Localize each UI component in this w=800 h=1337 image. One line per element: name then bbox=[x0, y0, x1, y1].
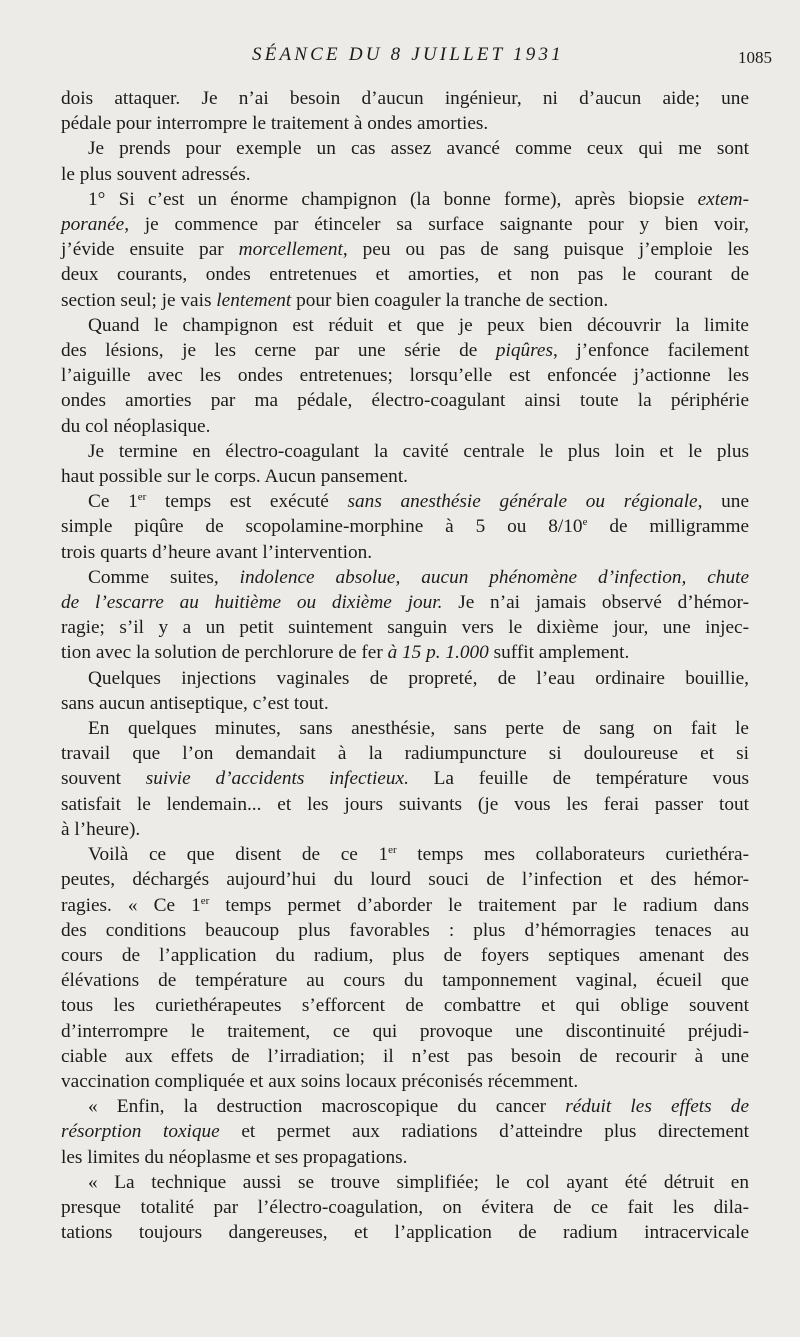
text-line: ragie; s’il y a un petit suintement sanguin vers le dixième jour, une injec- bbox=[61, 617, 749, 639]
text-line: trois quarts d’heure avant l’intervention. bbox=[61, 541, 373, 563]
text-line: Voilà ce que disent de ce 1er temps mes collaborateurs curiethéra- bbox=[88, 844, 749, 866]
text-line: tion avec la solution de perchlorure de fer à 15 p. 1.000 suffit amplement. bbox=[61, 642, 630, 664]
text-line: d’interrompre le traitement, ce qui provoque une discontinuité préjudi- bbox=[61, 1020, 749, 1042]
text-line: vaccination compliquée et aux soins locaux préconisés récemment. bbox=[61, 1070, 579, 1092]
text-line: travail que l’on demandait à la radiumpuncture si douloureuse et si bbox=[61, 743, 749, 765]
text-line: tations toujours dangereuses, et l’application de radium intracervicale bbox=[61, 1222, 749, 1244]
text-line: résorption toxique et permet aux radiations d’atteindre plus directement bbox=[61, 1121, 749, 1143]
text-line: « Enfin, la destruction macroscopique du cancer réduit les effets de bbox=[88, 1096, 750, 1118]
text-line: haut possible sur le corps. Aucun pansement. bbox=[61, 466, 408, 488]
text-line: ciable aux effets de l’irradiation; il n’est pas besoin de recourir à une bbox=[61, 1045, 749, 1067]
text-line: élévations de température au cours du tamponnement vaginal, écueil que bbox=[61, 970, 749, 992]
text-line: peutes, déchargés aujourd’hui du lourd souci de l’infection et des hémor- bbox=[61, 869, 749, 891]
text-line: j’évide ensuite par morcellement, peu ou pas de sang puisque j’emploie les bbox=[61, 239, 749, 261]
text-line: satisfait le lendemain... et les jours suivants (je vous les ferai passer tout bbox=[61, 793, 749, 815]
text-line: ondes amorties par ma pédale, électro-coagulant ainsi toute la périphérie bbox=[61, 390, 749, 412]
text-line: En quelques minutes, sans anesthésie, sans perte de sang on fait le bbox=[88, 718, 749, 740]
text-line: ragies. « Ce 1er temps permet d’aborder le traitement par le radium dans bbox=[61, 894, 749, 916]
text-line: souvent suivie d’accidents infectieux. La feuille de température vous bbox=[61, 768, 749, 790]
text-line: Comme suites, indolence absolue, aucun phénomène d’infection, chute bbox=[88, 566, 749, 588]
text-line: Quand le champignon est réduit et que je peux bien découvrir la limite bbox=[88, 314, 749, 336]
text-line: poranée, je commence par étinceler sa surface saignante pour y bien voir, bbox=[61, 214, 749, 236]
text-line: dois attaquer. Je n’ai besoin d’aucun ingénieur, ni d’aucun aide; une bbox=[61, 88, 749, 109]
body-text bbox=[61, 86, 749, 1245]
text-line: 1° Si c’est un énorme champignon (la bonne forme), après biopsie extem- bbox=[88, 188, 749, 210]
text-line: les limites du néoplasme et ses propagations. bbox=[61, 1146, 408, 1168]
text-line: « La technique aussi se trouve simplifiée; le col ayant été détruit en bbox=[88, 1171, 749, 1193]
text-line: Quelques injections vaginales de propreté, de l’eau ordinaire bouillie, bbox=[88, 667, 749, 689]
text-line: pédale pour interrompre le traitement à ondes amorties. bbox=[61, 113, 489, 135]
text-line: de l’escarre au huitième ou dixième jour. Je n’ai jamais observé d’hémor- bbox=[61, 592, 749, 614]
text-line: des conditions beaucoup plus favorables : plus d’hémorragies tenaces au bbox=[61, 919, 749, 941]
text-line: section seul; je vais lentement pour bien coaguler la tranche de section. bbox=[61, 289, 609, 311]
page-number: 1085 bbox=[738, 48, 772, 67]
text-line: des lésions, je les cerne par une série de piqûres, j’enfonce facilement bbox=[61, 340, 749, 362]
text-line: Je prends pour exemple un cas assez avancé comme ceux qui me sont bbox=[88, 138, 749, 160]
text-line: Je termine en électro-coagulant la cavité centrale le plus loin et le plus bbox=[88, 440, 749, 462]
text-line: l’aiguille avec les ondes entretenues; lorsqu’elle est enfoncée j’actionne les bbox=[61, 365, 749, 387]
page-header bbox=[0, 38, 800, 68]
text-line: presque totalité par l’électro-coagulation, on évitera de ce fait les dila- bbox=[61, 1196, 749, 1218]
text-line: simple piqûre de scopolamine-morphine à 5 ou 8/10e de milligramme bbox=[61, 516, 750, 538]
text-line: du col néoplasique. bbox=[61, 415, 211, 437]
running-title: SÉANCE DU 8 JUILLET 1931 bbox=[252, 44, 564, 65]
text-line: tous les curiethérapeutes s’efforcent de combattre et qui oblige souvent bbox=[61, 995, 749, 1017]
text-line: à l’heure). bbox=[61, 818, 141, 840]
text-line: deux courants, ondes entretenues et amorties, et non pas le courant de bbox=[61, 264, 749, 286]
text-line: Ce 1er temps est exécuté sans anesthésie générale ou régionale, une bbox=[88, 491, 749, 513]
text-line: le plus souvent adressés. bbox=[61, 163, 251, 185]
text-line: cours de l’application du radium, plus de foyers septiques amenant des bbox=[61, 944, 749, 966]
text-line: sans aucun antiseptique, c’est tout. bbox=[61, 692, 329, 714]
